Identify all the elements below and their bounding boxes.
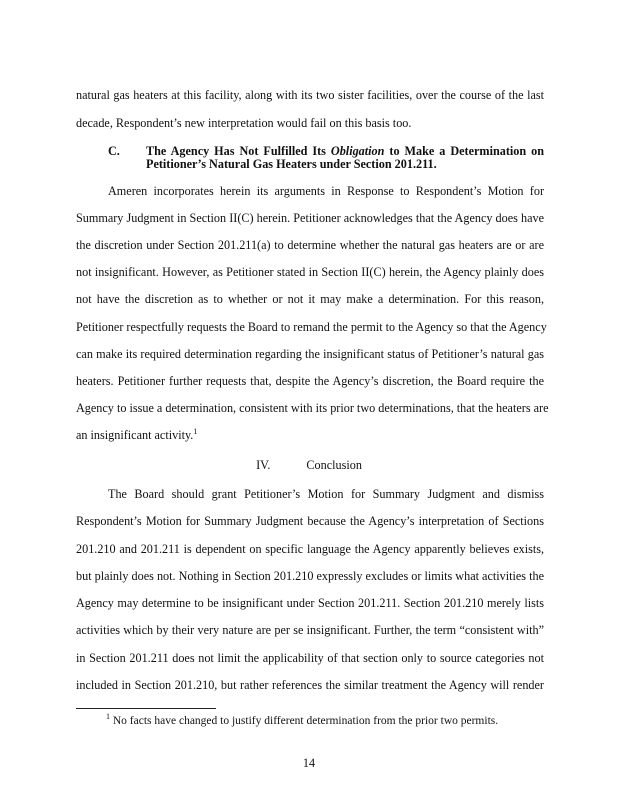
body-line: decade, Respondent’s new interpretation would fail on this basis too. <box>76 116 412 130</box>
body-line: Petitioner respectfully requests the Board to remand the permit to the Agency so that the Agency <box>76 320 547 334</box>
body-line: not have the discretion as to whether or not it may make a determination. For this reason, <box>76 292 544 306</box>
body-line: can make its required determination regarding the insignificant status of Petitioner’s natural gas <box>76 347 544 361</box>
page-number: 14 <box>302 756 316 770</box>
section-c-letter: C. <box>108 144 120 158</box>
body-line: activities which by their very nature are per se insignificant. Further, the term “consistent with” <box>76 623 544 637</box>
footnote: $^1$ No facts have changed to justify different determination from the prior two permits. <box>106 712 499 727</box>
body-line: natural gas heaters at this facility, along with its two sister facilities, over the course of the last <box>76 88 544 102</box>
footnote-reference: 1 <box>193 426 198 436</box>
body-line: but plainly does not. Nothing in Section 201.210 expressly excludes or limits what activities the <box>76 569 544 583</box>
section-c-title-line2: Petitioner’s Natural Gas Heaters under Section 201.211. <box>146 157 437 171</box>
body-line: The Board should grant Petitioner’s Motion for Summary Judgment and dismiss <box>108 487 544 501</box>
body-line: included in Section 201.210, but rather references the similar treatment the Agency will render <box>76 678 544 692</box>
footnote-number: 1 <box>106 712 110 722</box>
body-line: 201.210 and 201.211 is dependent on specific language the Agency apparently believes exists, <box>76 542 544 556</box>
body-line: in Section 201.211 does not limit the applicability of that section only to source categories not <box>76 651 544 665</box>
body-line: Ameren incorporates herein its arguments in Response to Respondent’s Motion for <box>108 184 544 198</box>
body-line: an insignificant activity.$^1$ <box>76 426 198 442</box>
section-iv-heading: IV. Conclusion <box>256 458 362 472</box>
body-line: not insignificant. However, as Petitioner stated in Section II(C) herein, the Agency plainly does <box>76 265 544 279</box>
section-c-title-line1: The Agency Has Not Fulfilled Its Obligation to Make a Determination on <box>146 144 544 158</box>
footnote-divider <box>76 708 216 709</box>
body-line: heaters. Petitioner further requests that, despite the Agency’s discretion, the Board require the <box>76 374 544 388</box>
body-line: Summary Judgment in Section II(C) herein. Petitioner acknowledges that the Agency does have <box>76 211 544 225</box>
body-line: Agency to issue a determination, consistent with its prior two determinations, that the heaters are <box>76 401 549 415</box>
body-line: Respondent’s Motion for Summary Judgment because the Agency’s interpretation of Sections <box>76 514 544 528</box>
body-line: the discretion under Section 201.211(a) to determine whether the natural gas heaters are or are <box>76 238 544 252</box>
body-line: Agency may determine to be insignificant under Section 201.211. Section 201.210 merely lists <box>76 596 544 610</box>
